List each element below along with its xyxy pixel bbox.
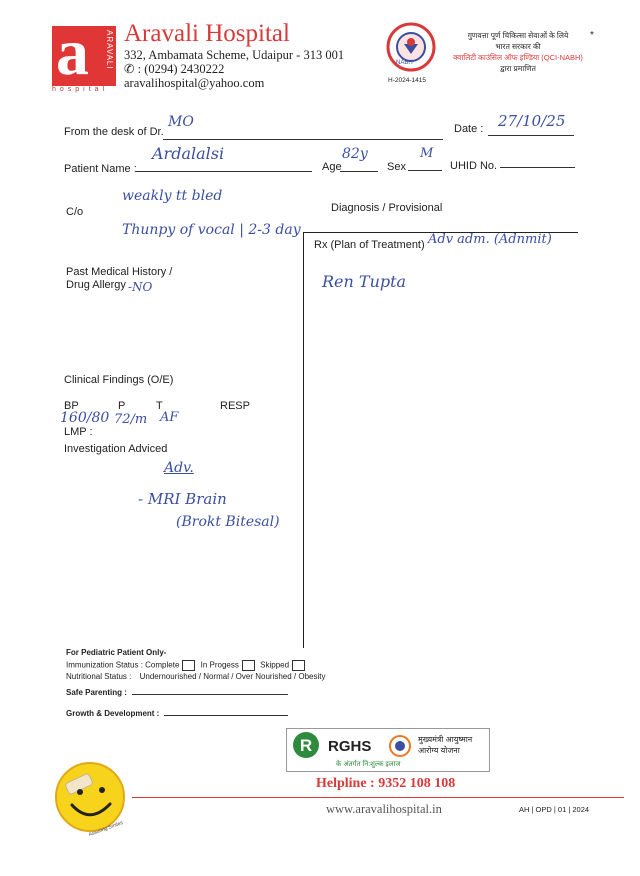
form-code: AH | OPD | 01 | 2024	[519, 805, 590, 814]
rghs-subtext: के अंतर्गत नि:शुल्क इलाज	[336, 761, 401, 768]
clinical-findings-label: Clinical Findings (O/E)	[64, 374, 174, 386]
age-line	[340, 163, 378, 172]
rx-label: Rx (Plan of Treatment)	[314, 239, 425, 251]
pmh-label	[66, 266, 172, 292]
website: www.aravalihospital.in	[326, 802, 442, 816]
checkbox-in-progress[interactable]	[242, 660, 255, 671]
doctor-desk-value: MO	[168, 114, 194, 130]
helpline: Helpline : 9352 108 108	[316, 776, 456, 791]
lmp-label: LMP :	[64, 426, 93, 438]
logo-subtext: hospital	[52, 86, 109, 93]
accreditation-line-1: गुणवत्ता पूर्ण चिकित्सा सेवाओं के लिये	[467, 31, 569, 40]
phone: ✆ : (0294) 2430222	[124, 62, 225, 76]
doctor-desk-line	[163, 131, 443, 140]
bp-value: 160/80	[60, 410, 110, 426]
pmh-value: -NO	[128, 280, 153, 294]
hospital-name: Aravali Hospital	[124, 20, 290, 47]
complaints-line-1: weakly tt bled	[122, 188, 223, 204]
safe-parenting-line	[132, 686, 288, 695]
scheme-line-1: मुख्यमंत्री आयुष्मान	[418, 735, 473, 744]
safe-parenting-label: Safe Parenting :	[66, 688, 127, 697]
investigation-line-1: Adv.	[164, 460, 194, 476]
temp-value: AF	[160, 410, 179, 425]
star-mark: *	[590, 30, 594, 41]
pulse-label: P	[118, 400, 126, 412]
patient-name-value: Ardalalsi	[152, 144, 225, 163]
investigation-line-3: (Brokt Bitesal)	[176, 514, 280, 530]
sex-value: M	[420, 146, 434, 161]
logo-vertical-text: ARAVALI	[105, 30, 114, 70]
logo-letter: a	[56, 16, 89, 89]
uhid-line	[500, 159, 575, 168]
investigation-label: Investigation Adviced	[64, 443, 168, 455]
investigation-line-2: - MRI Brain	[138, 490, 227, 508]
immunization-progress: In Progess	[200, 660, 239, 670]
temp-label: T	[156, 400, 163, 412]
address: 332, Ambamata Scheme, Udaipur - 313 001	[124, 48, 345, 62]
complaints-label: C/o	[66, 206, 84, 218]
hospital-logo	[52, 16, 116, 89]
smiley-tagline: Assuring Smiles	[88, 820, 124, 838]
scheme-name	[418, 734, 472, 756]
age-label: Age	[322, 161, 342, 173]
doctor-desk-label: From the desk of Dr.	[64, 126, 164, 138]
growth-label: Growth & Development :	[66, 709, 160, 718]
bp-label: BP	[64, 400, 79, 412]
pediatric-title: For Pediatric Patient Only-	[66, 648, 167, 657]
date-value: 27/10/25	[498, 112, 566, 130]
patient-name-label: Patient Name :	[64, 163, 137, 175]
patient-name-line	[136, 163, 312, 172]
sex-label: Sex	[387, 161, 406, 173]
rx-line-1: Adv adm. (Adnmit)	[428, 232, 552, 247]
uhid-label: UHID No.	[450, 160, 498, 172]
complaints-line-2: Thunpy of vocal | 2-3 day	[122, 222, 301, 238]
rx-box	[303, 232, 578, 648]
svg-text:R: R	[299, 736, 313, 755]
checkbox-skipped[interactable]	[292, 660, 305, 671]
nutrition-row	[66, 672, 325, 681]
pmh-label-1: Past Medical History /	[66, 266, 173, 278]
immunization-skipped: Skipped	[260, 660, 290, 670]
rx-line-2: Ren Tupta	[322, 272, 407, 291]
nutrition-options: Undernourished / Normal / Over Nourished / Obesity	[139, 672, 326, 681]
immunization-complete: Complete	[145, 660, 180, 670]
rghs-logo-icon	[290, 730, 322, 760]
diagnosis-label: Diagnosis / Provisional	[331, 202, 443, 214]
immunization-row	[66, 660, 308, 671]
nabh-label: NABH	[396, 60, 413, 66]
hospital-address-block	[124, 48, 344, 90]
footer-divider	[132, 797, 624, 798]
nutrition-label: Nutritional Status :	[66, 672, 132, 681]
email: aravalihospital@yahoo.com	[124, 76, 265, 90]
growth-line	[164, 707, 288, 716]
nabh-code: H-2024-1415	[388, 77, 426, 84]
date-label: Date :	[454, 123, 484, 135]
scheme-emblem-icon	[388, 734, 412, 758]
resp-label: RESP	[220, 400, 250, 412]
sex-line	[408, 162, 442, 171]
rghs-title: RGHS	[328, 738, 372, 755]
pulse-value: 72/m	[114, 412, 148, 427]
immunization-label: Immunization Status :	[66, 660, 143, 670]
checkbox-complete[interactable]	[182, 660, 195, 671]
age-value: 82y	[342, 146, 368, 162]
accreditation-line-3: क्वालिटी काउंसिल ऑफ इण्डिया (QCI-NABH)	[453, 53, 583, 62]
accreditation-line-4: द्वारा प्रमाणित	[500, 64, 536, 73]
accreditation-text	[438, 30, 598, 74]
scheme-line-2: आरोग्य योजना	[418, 746, 460, 755]
accreditation-line-2: भारत सरकार की	[495, 42, 541, 51]
pmh-label-2: Drug Allergy	[66, 279, 126, 291]
